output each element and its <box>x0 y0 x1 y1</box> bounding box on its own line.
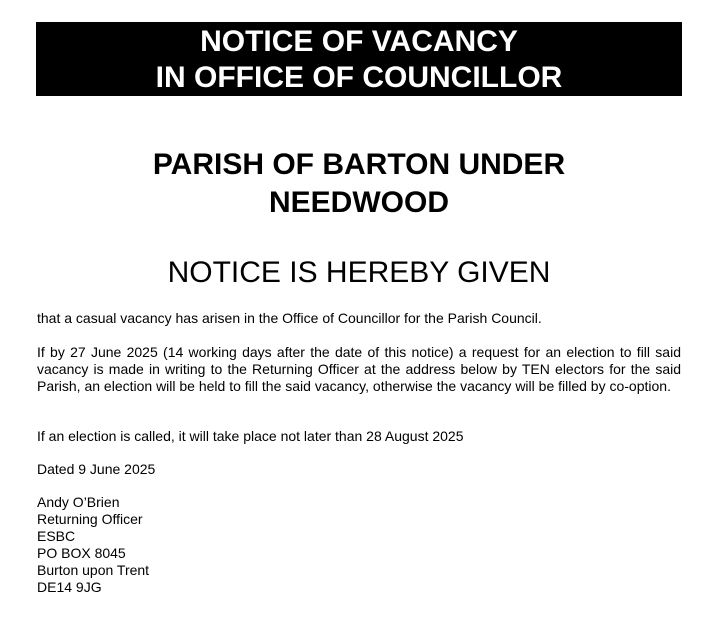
parish-title-line-2: NEEDWOOD <box>269 186 449 219</box>
signatory-organisation: ESBC <box>37 528 76 544</box>
request-paragraph: If by 27 June 2025 (14 working days after the date of this notice) a request for an election to fill said vacancy is made in writing to the Returning Officer at the address below by TEN electors for the said Parish, an election will be held to fill the said vacancy, otherwise the vacancy will be filled by co-option. <box>37 344 681 394</box>
election-paragraph: If an election is called, it will take place not later than 28 August 2025 <box>37 428 464 444</box>
dated-paragraph: Dated 9 June 2025 <box>37 461 156 477</box>
notice-given-heading: NOTICE IS HEREBY GIVEN <box>167 256 551 289</box>
signatory-postcode: DE14 9JG <box>37 579 102 595</box>
notice-header-banner <box>36 22 682 96</box>
intro-paragraph: that a casual vacancy has arisen in the Office of Councillor for the Parish Council. <box>37 310 542 326</box>
signatory-town: Burton upon Trent <box>37 562 150 578</box>
signatory-address-block <box>37 494 149 596</box>
signatory-po-box: PO BOX 8045 <box>37 545 126 561</box>
signatory-title: Returning Officer <box>37 511 143 527</box>
notice-header-line-1: NOTICE OF VACANCY <box>200 25 518 58</box>
parish-title <box>36 146 682 222</box>
notice-header-line-2: IN OFFICE OF COUNCILLOR <box>155 61 563 94</box>
parish-title-line-1: PARISH OF BARTON UNDER <box>152 148 566 181</box>
signatory-name: Andy O’Brien <box>37 494 120 510</box>
